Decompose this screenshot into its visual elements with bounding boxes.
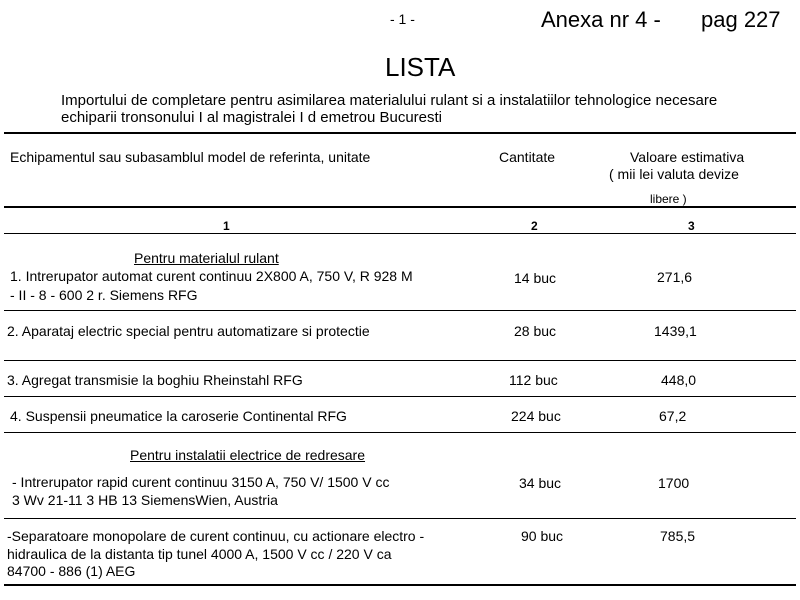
table-bottom-rule [4, 584, 796, 586]
table-top-rule [4, 132, 796, 134]
row-description-line-2: 3 Wv 21-11 3 HB 13 SiemensWien, Austria [12, 492, 278, 508]
row-quantity: 14 buc [514, 270, 557, 286]
header-value-line-3: libere ) [650, 192, 687, 206]
row-divider [4, 518, 796, 519]
row-divider [4, 360, 796, 361]
row-quantity: 34 buc [519, 475, 562, 491]
section-title-rolling-stock: Pentru materialul rulant [134, 250, 279, 266]
row-value: 1439,1 [654, 323, 697, 339]
row-value: 271,6 [657, 269, 693, 285]
header-value-line-2: ( mii lei valuta devize [609, 166, 739, 182]
annex-page: pag 227 [701, 7, 781, 32]
header-value-line-1: Valoare estimativa [630, 149, 745, 165]
row-description-line-1: 2. Aparataj electric special pentru automatizare si protectie [7, 323, 370, 339]
row-quantity: 28 buc [514, 323, 557, 339]
page-title: LISTA [385, 52, 456, 82]
subtitle-line-2: echiparii tronsonului I al magistralei I d emetrou Bucuresti [61, 109, 443, 126]
header-equipment: Echipamentul sau subasamblul model de referinta, unitate [10, 149, 371, 165]
row-description-line-1: 4. Suspensii pneumatice la caroserie Continental RFG [10, 408, 347, 424]
column-number-3: 3 [688, 219, 695, 233]
row-divider [4, 310, 796, 311]
header-quantity: Cantitate [499, 149, 556, 165]
column-number-rule [4, 233, 796, 234]
row-divider [4, 432, 796, 433]
column-number-1: 1 [223, 219, 230, 233]
page-number: - 1 - [390, 11, 415, 27]
row-quantity: 90 buc [521, 528, 564, 544]
annex-label: Anexa nr 4 - [541, 7, 661, 32]
row-description-line-2: - II - 8 - 600 2 r. Siemens RFG [10, 287, 198, 303]
row-divider [4, 396, 796, 397]
row-quantity: 224 buc [511, 408, 561, 424]
row-description-line-1: -Separatoare monopolare de curent continuu, cu actionare electro - [7, 528, 425, 544]
row-value: 1700 [658, 475, 690, 491]
row-description-line-1: 1. Intrerupator automat curent continuu 2X800 A, 750 V, R 928 M [10, 268, 413, 284]
row-description-line-3: 84700 - 886 (1) AEG [7, 563, 136, 579]
row-value: 785,5 [660, 528, 696, 544]
header-rule [4, 206, 796, 208]
subtitle-line-1: Importului de completare pentru asimilarea materialului rulant si a instalatiilor tehnologice necesare [61, 92, 718, 109]
row-description-line-1: - Intrerupator rapid curent continuu 3150 A, 750 V/ 1500 V cc [12, 474, 390, 490]
row-value: 448,0 [661, 372, 697, 388]
column-number-2: 2 [531, 219, 538, 233]
section-title-rectifier: Pentru instalatii electrice de redresare [130, 447, 366, 463]
row-description-line-2: hidraulica de la distanta tip tunel 4000 A, 1500 V cc / 220 V ca [7, 546, 392, 562]
row-description-line-1: 3. Agregat transmisie la boghiu Rheinstahl RFG [7, 372, 303, 388]
row-quantity: 112 buc [509, 372, 558, 388]
row-value: 67,2 [659, 408, 687, 424]
